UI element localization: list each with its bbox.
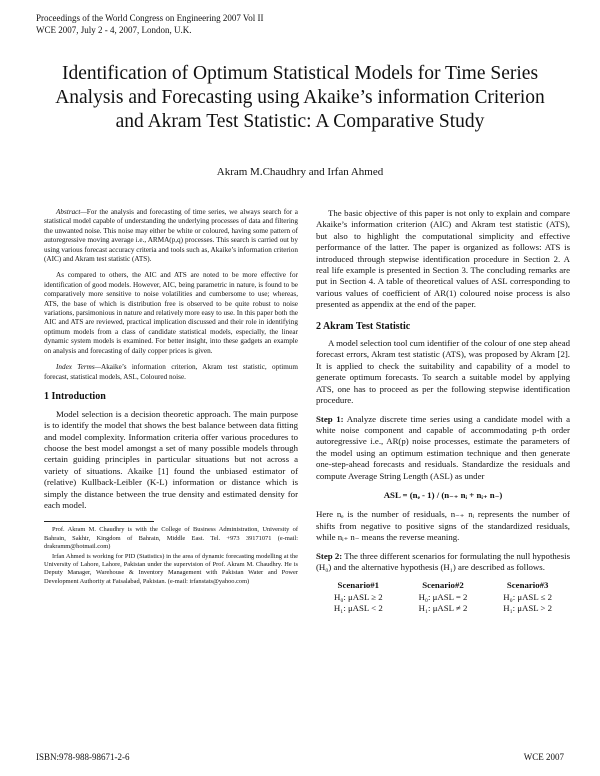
section-1-heading: 1 Introduction [44, 390, 106, 402]
scenario-h0: H₀: μASL ≤ 2 [503, 591, 552, 602]
scenario-h0: H₀: μASL = 2 [418, 591, 468, 602]
index-terms-lead: Index Terms— [56, 363, 102, 372]
scenario-3 [485, 580, 570, 614]
section-2-heading: 2 Akram Test Statistic [316, 320, 411, 332]
index-terms [44, 363, 298, 382]
step-1-text: Analyze discrete time series using a candidate model with a white noise component and capable of accommodating p-th order autoregressive i.e., AR(p) noise processes, estimate the parameters of the model using an optimum estimation technique and then generate one-step-ahead forecasts and residuals. Standardize the residuals and compute Average String Length (ASL) as under [316, 413, 570, 481]
section-2-text: A model selection tool cum identifier of the colour of one step ahead forecast errors, Akram test statistic (ATS), was proposed by Akram [2]. It is applied to check the suitability and capability of a model to generate optimum forecasts. To search a suitable model by applying ATS, one has to proceed as per the following stepwise identification procedure. [316, 338, 570, 406]
scenario-2 [401, 580, 486, 614]
step-2-text: The three different scenarios for formulating the null hypothesis (H₀) and the alternative hypothesis (H₁) are described as follows. [316, 550, 570, 572]
abstract-paragraph-2: As compared to others, the AIC and ATS are noted to be more effective for identification of good models. However, AIC, being parametric in nature, is found to be comparatively more sensitive to noise volatilities and cumbersome to use; whereas, ATS, the base of which is distribution free is observed to be quite robust to noise variations, parsimonious in nature and relatively more easy to use. In this paper both the AIC and ATS are reviewed, practical implication discussed and their role in identifying optimum models from a class of candidate statistical models, especially, the linear dynamic system models is examined. For better insight, into these gadgets an example on analysis and forecasting of daily copper prices is given. [44, 271, 298, 355]
paper-title: Identification of Optimum Statistical Models for Time Series Analysis and Forecasting using Akaike’s information Criterion and Akram Test Statistic: A Comparative Study [55, 63, 545, 132]
step-2-paragraph [316, 551, 570, 574]
objective-paragraph: The basic objective of this paper is not only to explain and compare Akaike’s information criterion (AIC) and Akram test statistic (ATS), but also to highlight the computational simplicity and effective performance of the latter. The paper is organized as follows: ATS is introduced through stepwise identification procedure in Section 2. A real life example is presented in Section 3. The concluding remarks are put in Section 4. A table of theoretical values of ASL corresponding to various values of coefficient of AR(1) coloured noise process is also presented as appendix at the end of the paper. [316, 208, 570, 310]
isbn-footer: ISBN:978-988-98671-2-6 [36, 752, 130, 762]
abstract-text: For the analysis and forecasting of time series, we always search for a statistical model capable of understanding the underlying processes of data and filtering the unwanted noise. This noise may either be white or coloured, having some pattern of autoregressive moving average i.e., ARMA(p,q) processes. This search is carried out by using various forecast accuracy criteria and tools such as, Akaike’s information criterion (AIC) and Akram test statistic (ATS). [44, 208, 298, 264]
header-line-2: WCE 2007, July 2 - 4, 2007, London, U.K. [36, 25, 192, 35]
scenario-h1: H₁: μASL < 2 [333, 603, 383, 614]
right-column [316, 208, 570, 615]
step-1-paragraph [316, 414, 570, 482]
formula-explanation: Here nₑ is the number of residuals, n₋₊ nᵢ represents the number of shifts from negative to positive signs of the standardized residuals, while nᵢ₊ n₋ means the reverse meaning. [316, 509, 570, 543]
step-2-label: Step 2: [316, 550, 343, 561]
header-line-1: Proceedings of the World Congress on Engineering 2007 Vol II [36, 13, 264, 23]
step-1-label: Step 1: [316, 413, 344, 424]
left-column [44, 208, 298, 588]
scenario-h0: H₀: μASL ≥ 2 [333, 591, 383, 602]
abstract-lead: Abstract— [56, 208, 87, 216]
scenario-name: Scenario#3 [506, 580, 549, 591]
footnote-1: Prof. Akram M. Chaudhry is with the College of Business Administration, University of Bahrain, Sakhir, Kingdom of Bahrain, Middle East. Tel. +973 39171071 (e-mail: drakramm@hotmail.com) [44, 526, 298, 550]
conference-footer: WCE 2007 [523, 752, 564, 762]
footnote-rule [44, 521, 154, 522]
footnotes [44, 526, 298, 585]
paper-authors: Akram M.Chaudhry and Irfan Ahmed [216, 166, 384, 178]
scenario-h1: H₁: μASL ≠ 2 [418, 603, 468, 614]
scenario-name: Scenario#1 [337, 580, 380, 591]
abstract-paragraph [44, 208, 298, 264]
footnote-2: Irfan Ahmed is working for PID (Statistics) in the area of dynamic forecasting modelling at the University of Lahore, Lahore, Pakistan under the supervision of Prof. Akram M. Chaudhry. He is Deputy Manager, Warehouse & Inventory Management with Pakistan Water and Power Development Authority at Faisalabad, Pakistan. (e-mail: irfanstats@yahoo.com) [44, 552, 298, 585]
scenarios-table [316, 580, 570, 614]
index-terms-text: Akaike’s information criterion, Akram test statistic, optimum forecast, statistical models, ASL, Coloured noise. [44, 363, 298, 381]
asl-formula: ASL = (nₑ - 1) / (n₋₊ nᵢ + nᵢ₊ n₋) [383, 489, 503, 500]
scenario-h1: H₁: μASL > 2 [503, 603, 553, 614]
proceedings-header [36, 12, 264, 36]
scenario-1 [316, 580, 401, 614]
scenario-name: Scenario#2 [422, 580, 464, 591]
introduction-text: Model selection is a decision theoretic approach. The main purpose is to identify the model that shows the best balance between data fitting and model complexity. Information criteria offer various procedures to choose the best model amongst a set of many possible models through certain guiding principles in particular situations but not across a variety of situations. Akaike [1] found the unbiased estimator of (relative) Kullback-Leibler (K-L) information or distance which is simply the distance between the true density and estimated density for each model. [44, 408, 298, 510]
